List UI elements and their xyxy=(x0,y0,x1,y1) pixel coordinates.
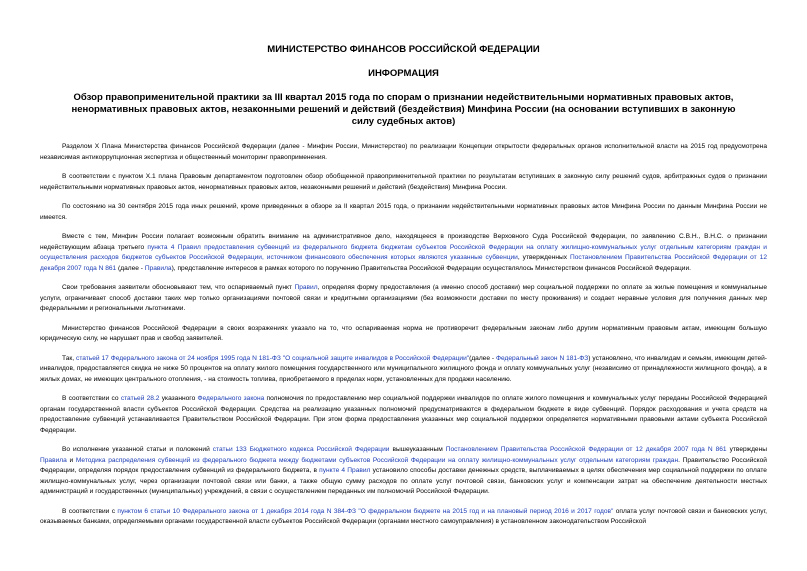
text-run: оплата услуг почтовой связи и банковских услуг, оказываемых банками, определяемыми органами государственной власти субъектов Российской Федерации (органами местного самоуправления) в установленном законодательством Российской xyxy=(40,507,768,525)
link-government-decree-861[interactable]: Постановлением Правительства Российской Федерации от 12 декабря 2007 года N 861 xyxy=(445,446,727,453)
text-run: , утвержденных xyxy=(517,254,570,261)
paragraph-6: Министерство финансов Российской Федерации в своих возражениях указало на то, что оспариваемая норма не противоречит федеральным законам либо другим нормативным правовым актам, имеющим большую юридическую силу, не нарушает прав и свобод заявителей. xyxy=(40,324,767,342)
text-run: (далее - xyxy=(116,264,145,272)
paragraph-5 xyxy=(40,283,767,315)
link-rules-clause-4[interactable]: пункта 4 Правил предоставления субвенций из федерального бюджета бюджетам субъектов Российской Федерации на оплату жилищно-коммунальных услуг отдельным категориям граждан и осуществления расходов бюджетов субъектов Российской Федерации, источником финансового обеспечения которых являются указанные субвенции xyxy=(40,243,767,261)
paragraph-8 xyxy=(40,394,767,436)
text-run: В соответствии с xyxy=(62,507,118,515)
link-rules[interactable]: Правила xyxy=(40,456,67,464)
text-run: ) установлено, что инвалидам и семьям, имеющим детей-инвалидов, предоставляется скидка не ниже 50 процентов на оплату жилого помещения государственного или муниципального жилищного фонда и оплату коммунальных услуг (независимо от принадлежности жилищного фонда), а в жилых домах, не имеющих центрального отопления, - на стоимость топлива, приобретаемого в пределах норм, установленных для продажи населению. xyxy=(40,354,767,383)
link-law-181fz[interactable]: Федеральный закон N 181-ФЗ xyxy=(495,354,589,362)
link-rules[interactable]: Правил xyxy=(294,284,318,291)
text-run: Свои требования заявители обосновывают тем, что оспариваемый пункт xyxy=(62,284,295,291)
text-run: , определяя форму предоставления (а именно способ доставки) мер социальной поддержки по оплате за жилые помещения и коммунальные услуги, ограничивает способ доставки таких мер только организациями почтовой связи и кредитными организациями (без возможности доставки по месту проживания) и создает неравные условия для получения данных мер федеральными и региональными льготниками. xyxy=(40,284,767,312)
link-federal-law[interactable]: Федерального закона xyxy=(197,395,265,402)
link-government-decree-861[interactable]: Постановлением Правительства Российской Федерации от 12 декабря 2007 года N 861 xyxy=(40,254,767,272)
text-run: установило способы доставки денежных средств, выплачиваемых в целях обеспечения мер социальной поддержки по оплате жилищно-коммунальных услуг, через организации почтовой связи или банки, а также общую сумму расходов по оплате услуг почтовой связи, банковских услуг и компенсации затрат на обеспечение деятельности местных администраций и государственных (муниципальных) учреждений, в связи с осуществлением переданных им полномочий Российской Федерации. xyxy=(40,467,767,495)
link-budget-code-article-133[interactable]: статьи 133 Бюджетного кодекса Российской Федерации xyxy=(212,446,390,453)
link-subvention-methodology[interactable]: Методика распределения субвенций из федерального бюджета между бюджетами субъектов Российской Федерации на оплату жилищно-коммунальных услуг отдельным категориям граждан xyxy=(75,456,679,464)
text-run: Вместе с тем, Минфин России полагает возможным обратить внимание на административное дело, находящееся в производстве Верховного Суда Российской Федерации, по заявлению С.В.Н., В.Н.С. о признании недействующим абзаца третьего xyxy=(40,233,767,251)
paragraph-2: В соответствии с пунктом X.1 плана Правовым департаментом подготовлен обзор обобщенной правоприменительной практики по результатам вступивших в законную силу решений судов, арбитражных судов о признании недействительными нормативных правовых актов, ненормативных правовых актов, незаконными решений и действий (бездействия) Минфина России. xyxy=(40,173,767,191)
paragraph-1: Разделом X Плана Министерства финансов Российской Федерации (далее - Минфин России, Министерство) по реализации Концепции открытости федеральных органов исполнительной власти на 2015 год предусмотрена независимая антикоррупционная экспертиза и общественный мониторинг правоприменения. xyxy=(40,143,767,161)
paragraph-7 xyxy=(40,354,767,386)
text-run: . Правительство Российской Федерации, определяя порядок предоставления субвенций из федерального бюджета, в xyxy=(40,456,767,474)
text-run: указанного xyxy=(159,395,198,402)
link-article-17-law-181fz[interactable]: статьей 17 Федерального закона от 24 ноября 1995 года N 181-ФЗ "О социальной защите инвалидов в Российской Федерации" xyxy=(76,354,470,362)
doc-type-heading: ИНФОРМАЦИЯ xyxy=(368,68,439,79)
paragraph-9 xyxy=(40,445,767,498)
text-run: и xyxy=(66,456,76,464)
paragraph-3: По состоянию на 30 сентября 2015 года иных решений, кроме приведенных в обзоре за II квартал 2015 года, о признании недействительными нормативных правовых актов Минфина России по данным Минфина России не имеется. xyxy=(40,203,767,221)
text-run: (далее - xyxy=(469,354,496,362)
text-run: вышеуказанным xyxy=(389,446,446,453)
text-run: утверждены xyxy=(726,446,767,453)
paragraph-4 xyxy=(40,232,767,274)
ministry-heading: МИНИСТЕРСТВО ФИНАНСОВ РОССИЙСКОЙ ФЕДЕРАЦИИ xyxy=(267,44,540,55)
link-article-28-2[interactable]: статьей 28.2 xyxy=(120,395,160,402)
link-law-384fz-article-10[interactable]: пунктом 6 статьи 10 Федерального закона от 1 декабря 2014 года N 384-ФЗ "О федеральном бюджете на 2015 год и на плановый период 2016 и 2017 годов" xyxy=(117,507,614,515)
link-rules[interactable]: Правила xyxy=(144,264,172,272)
document-title: Обзор правоприменительной практики за III квартал 2015 года по спорам о признании недействительными нормативных правовых актов, ненормативных правовых актов, незаконными решений и действий (бездействия) Минфина России (на основании вступивших в законную силу судебных актов) xyxy=(71,92,736,127)
text-run: В соответствии со xyxy=(62,395,121,402)
paragraph-10 xyxy=(40,507,767,528)
text-run: Так, xyxy=(62,354,77,362)
text-run: полномочия по предоставлению мер социальной поддержки инвалидов по оплате жилого помещения и коммунальных услуг переданы Российской Федерацией органам государственной власти субъектов Российской Федерации. Средства на реализацию указанных полномочий предусматриваются в федеральном бюджете в виде субвенций. Порядок расходования и учета средств на предоставление субвенций устанавливается Правительством Российской Федерации. При этом форма предоставления указанных мер социальной поддержки определяется нормативными правовыми актами субъекта Российской Федерации. xyxy=(40,395,767,434)
text-run: ), представление интересов в рамках которого по поручению Правительства Российской Федерации осуществлялось Министерством финансов Российской Федерации. xyxy=(171,264,691,272)
text-run: Во исполнение указанной статьи и положений xyxy=(62,446,213,453)
link-rules-clause-4[interactable]: пункте 4 Правил xyxy=(319,467,371,474)
